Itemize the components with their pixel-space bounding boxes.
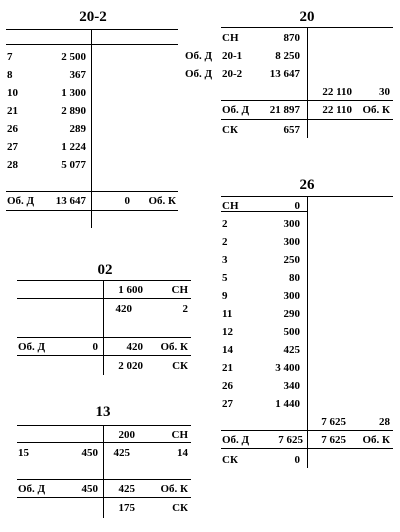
- entry-number: 26: [222, 380, 233, 392]
- entry-amount: 1 224: [61, 141, 86, 153]
- closing-balance-amount: 2 020: [118, 360, 143, 372]
- entry-number: 2: [222, 218, 228, 230]
- account-title: 13: [95, 404, 111, 420]
- entry-amount: 3 400: [275, 362, 300, 374]
- entry-amount: 450: [81, 447, 98, 459]
- opening-balance-label: СН: [171, 429, 188, 441]
- entry-number: 8: [7, 69, 13, 81]
- entry-number: 9: [222, 290, 228, 302]
- credit-turnover-label: Об. К: [160, 483, 188, 495]
- entry-number: 21: [7, 105, 18, 117]
- turnover-bottom-line: [17, 497, 191, 498]
- debit-turnover-amount: 21 897: [269, 104, 300, 116]
- entry-amount: 290: [283, 308, 300, 320]
- turnover-top-line: [221, 430, 393, 431]
- t-divider: [103, 425, 104, 518]
- entry-amount: 500: [283, 326, 300, 338]
- entry-number: 28: [7, 159, 18, 171]
- debit-turnover-label: Об. Д: [18, 483, 46, 495]
- turnover-top-line: [17, 337, 191, 338]
- entry-amount: 340: [283, 380, 300, 392]
- account-title: 02: [97, 262, 113, 278]
- closing-balance-label: СК: [172, 360, 188, 372]
- closing-balance-amount: 175: [118, 502, 135, 514]
- credit-number: 28: [379, 416, 390, 428]
- debit-turnover-label: Об. Д: [7, 195, 35, 207]
- opening-balance-amount: 0: [294, 200, 300, 212]
- entry-amount: 425: [283, 344, 300, 356]
- t-divider: [307, 196, 308, 468]
- opening-balance-label: СН: [171, 284, 188, 296]
- credit-turnover-amount: 425: [118, 483, 135, 495]
- account-title: 20: [299, 9, 315, 25]
- debit-turnover-amount: 0: [92, 341, 98, 353]
- entry-amount: 250: [283, 254, 300, 266]
- closing-balance-label: СК: [222, 454, 238, 466]
- entry-number: 21: [222, 362, 233, 374]
- entry-amount: 300: [283, 236, 300, 248]
- entry-amount: 300: [283, 218, 300, 230]
- debit-turnover-amount: 7 625: [278, 434, 303, 446]
- entry-number: 27: [222, 398, 233, 410]
- entry-number: 10: [7, 87, 18, 99]
- entry-number: 26: [7, 123, 18, 135]
- debit-turnover-label: Об. Д: [222, 434, 250, 446]
- t-divider: [91, 29, 92, 228]
- debit-turnover-amount: 13 647: [55, 195, 86, 207]
- credit-turnover-label: Об. К: [362, 104, 390, 116]
- entry-amount: 289: [69, 123, 86, 135]
- t-top-line: [17, 425, 191, 426]
- t-divider: [307, 27, 308, 138]
- header-line: [17, 298, 191, 299]
- credit-amount: 22 110: [322, 86, 352, 98]
- credit-turnover-amount: 22 110: [322, 104, 352, 116]
- entry-number: 3: [222, 254, 228, 266]
- entry-amount: 300: [283, 290, 300, 302]
- entry-number: 27: [7, 141, 18, 153]
- turnover-bottom-line: [221, 448, 393, 449]
- closing-balance-amount: 0: [294, 454, 300, 466]
- credit-turnover-label: Об. К: [362, 434, 390, 446]
- entry-amount: 367: [69, 69, 86, 81]
- entry-amount: 1 440: [275, 398, 300, 410]
- entry-number: 2: [222, 236, 228, 248]
- entry-number: 14: [222, 344, 233, 356]
- opening-balance-amount: 870: [283, 32, 300, 44]
- debit-turnover-label: Об. Д: [185, 50, 213, 62]
- entry-amount: 13 647: [269, 68, 300, 80]
- entry-number: 12: [222, 326, 233, 338]
- debit-turnover-label: Об. Д: [185, 68, 213, 80]
- entry-number: 20-2: [222, 68, 243, 80]
- credit-turnover-label: Об. К: [160, 341, 188, 353]
- entry-amount: 2 500: [61, 51, 86, 63]
- credit-turnover-amount: 420: [126, 341, 143, 353]
- credit-amount: 420: [115, 303, 132, 315]
- entry-amount: 5 077: [61, 159, 86, 171]
- entry-number: 11: [222, 308, 233, 320]
- account-title: 26: [299, 177, 315, 193]
- credit-amount: 7 625: [321, 416, 346, 428]
- t-top-line: [17, 280, 191, 281]
- t-top-line: [6, 29, 178, 30]
- opening-balance-label: СН: [222, 32, 239, 44]
- debit-turnover-label: Об. Д: [18, 341, 46, 353]
- debit-turnover-label: Об. Д: [222, 104, 250, 116]
- turnover-top-line: [6, 191, 178, 192]
- entry-amount: 2 890: [61, 105, 86, 117]
- turnover-bottom-line: [221, 119, 393, 120]
- entry-amount: 1 300: [61, 87, 86, 99]
- t-divider: [103, 280, 104, 375]
- credit-number: 30: [379, 86, 390, 98]
- header-line: [6, 44, 178, 45]
- credit-turnover-amount: 0: [124, 195, 130, 207]
- entry-number: 15: [18, 447, 29, 459]
- closing-balance-label: СК: [222, 124, 238, 136]
- entry-number: 20-1: [222, 50, 243, 62]
- turnover-bottom-line: [17, 355, 191, 356]
- account-title: 20-2: [79, 9, 107, 25]
- closing-balance-amount: 657: [283, 124, 300, 136]
- credit-amount: 425: [113, 447, 130, 459]
- credit-turnover-label: Об. К: [148, 195, 176, 207]
- turnover-bottom-line: [6, 210, 178, 211]
- credit-number: 2: [182, 303, 188, 315]
- turnover-top-line: [17, 479, 191, 480]
- credit-number: 14: [177, 447, 188, 459]
- entry-amount: 8 250: [275, 50, 300, 62]
- credit-turnover-amount: 7 625: [321, 434, 346, 446]
- entry-number: 5: [222, 272, 228, 284]
- opening-balance-label: СН: [222, 200, 239, 212]
- closing-balance-label: СК: [172, 502, 188, 514]
- turnover-top-line: [221, 100, 393, 101]
- entry-amount: 80: [289, 272, 300, 284]
- opening-balance-amount: 1 600: [118, 284, 143, 296]
- debit-turnover-amount: 450: [81, 483, 98, 495]
- header-line: [17, 442, 191, 443]
- opening-balance-amount: 200: [118, 429, 135, 441]
- entry-number: 7: [7, 51, 13, 63]
